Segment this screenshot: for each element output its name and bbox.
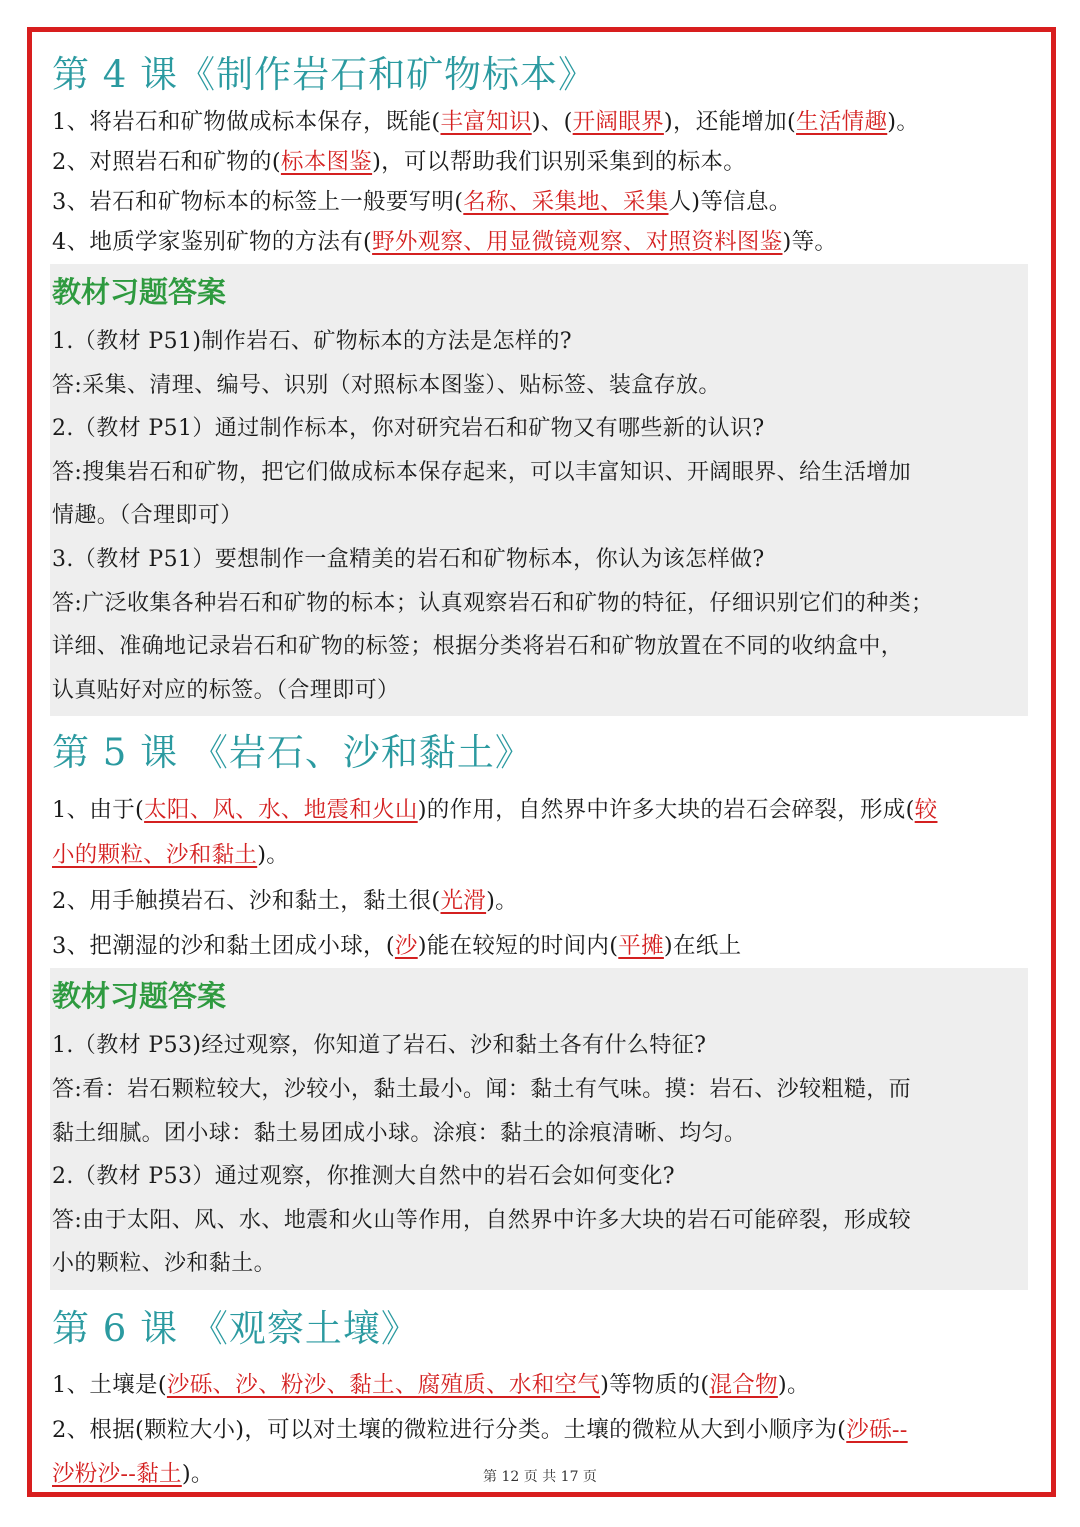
lesson4-qa-line: 认真贴好对应的标签。（合理即可） — [52, 677, 400, 703]
lesson5-point-2: 2、用手触摸岩石、沙和黏土，黏土很(光滑)。 — [52, 888, 518, 915]
lesson5-qa-line: 1.（教材 P53)经过观察，你知道了岩石、沙和黏土各有什么特征? — [52, 1033, 707, 1059]
page-footer: 第 12 页 共 17 页 — [483, 1469, 597, 1485]
lesson5-point-3: 3、把潮湿的沙和黏土团成小球，(沙)能在较短的时间内(平摊)在纸上 — [52, 933, 742, 960]
lesson6-point-2: 2、根据(颗粒大小)，可以对土壤的微粒进行分类。土壤的微粒从大到小顺序为(沙砾-- — [52, 1416, 908, 1443]
lesson6-title: 第 6 课 《观察土壤》 — [52, 1306, 419, 1350]
lesson4-title: 第 4 课《制作岩石和矿物标本》 — [52, 53, 597, 96]
lesson5-qa-line: 黏土细腻。团小球：黏土易团成小球。涂痕：黏土的涂痕清晰、均匀。 — [52, 1120, 747, 1146]
lesson4-qa-line: 2.（教材 P51）通过制作标本，你对研究岩石和矿物又有哪些新的认识? — [52, 416, 765, 442]
lesson5-point-1: 1、由于(太阳、风、水、地震和火山)的作用，自然界中许多大块的岩石会碎裂，形成(较 — [52, 797, 938, 824]
lesson4-answers-box — [50, 264, 1028, 716]
lesson5-point-1-cont: 小的颗粒、沙和黏土)。 — [52, 842, 290, 869]
lesson6-point-2-cont: 沙粉沙--黏土)。 — [52, 1460, 214, 1487]
lesson4-qa-line: 情趣。（合理即可） — [52, 503, 243, 529]
lesson5-qa-line: 答:看：岩石颗粒较大，沙较小，黏土最小。闻：黏土有气味。摸：岩石、沙较粗糙，而 — [52, 1076, 912, 1102]
lesson4-qa-line: 1.（教材 P51)制作岩石、矿物标本的方法是怎样的? — [52, 329, 572, 354]
lesson5-qa-line: 2.（教材 P53）通过观察，你推测大自然中的岩石会如何变化? — [52, 1164, 675, 1190]
lesson4-qa-line: 答:搜集岩石和矿物，把它们做成标本保存起来，可以丰富知识、开阔眼界、给生活增加 — [52, 459, 912, 485]
lesson6-point-1: 1、土壤是(沙砾、沙、粉沙、黏土、腐殖质、水和空气)等物质的(混合物)。 — [52, 1371, 810, 1398]
lesson4-point-2: 2、对照岩石和矿物的(标本图鉴)，可以帮助我们识别采集到的标本。 — [52, 149, 746, 175]
lesson4-point-3: 3、岩石和矿物标本的标签上一般要写明(名称、采集地、采集人)等信息。 — [52, 189, 792, 215]
lesson5-answers-title: 教材习题答案 — [52, 979, 227, 1014]
lesson4-qa-line: 答:广泛收集各种岩石和矿物的标本；认真观察岩石和矿物的特征，仔细识别它们的种类； — [52, 590, 934, 616]
lesson5-title: 第 5 课 《岩石、沙和黏土》 — [52, 731, 533, 775]
page-content — [52, 44, 1032, 1496]
lesson5-answers-box — [50, 968, 1028, 1290]
lesson4-point-1: 1、将岩石和矿物做成标本保存，既能(丰富知识)、(开阔眼界)，还能增加(生活情趣)。 — [52, 109, 920, 135]
lesson4-qa-line: 3.（教材 P51）要想制作一盒精美的岩石和矿物标本，你认为该怎样做? — [52, 546, 765, 572]
lesson4-point-4: 4、地质学家鉴别矿物的方法有(野外观察、用显微镜观察、对照资料图鉴)等。 — [52, 229, 838, 255]
lesson4-qa-line: 答:采集、清理、编号、识别（对照标本图鉴）、贴标签、装盒存放。 — [52, 372, 721, 398]
lesson4-answers-title: 教材习题答案 — [52, 275, 227, 309]
lesson5-qa-line: 答:由于太阳、风、水、地震和火山等作用，自然界中许多大块的岩石可能碎裂，形成较 — [52, 1207, 912, 1233]
lesson4-qa-line: 详细、准确地记录岩石和矿物的标签；根据分类将岩石和矿物放置在不同的收纳盒中， — [52, 634, 904, 660]
lesson5-qa-line: 小的颗粒、沙和黏土。 — [52, 1251, 277, 1277]
